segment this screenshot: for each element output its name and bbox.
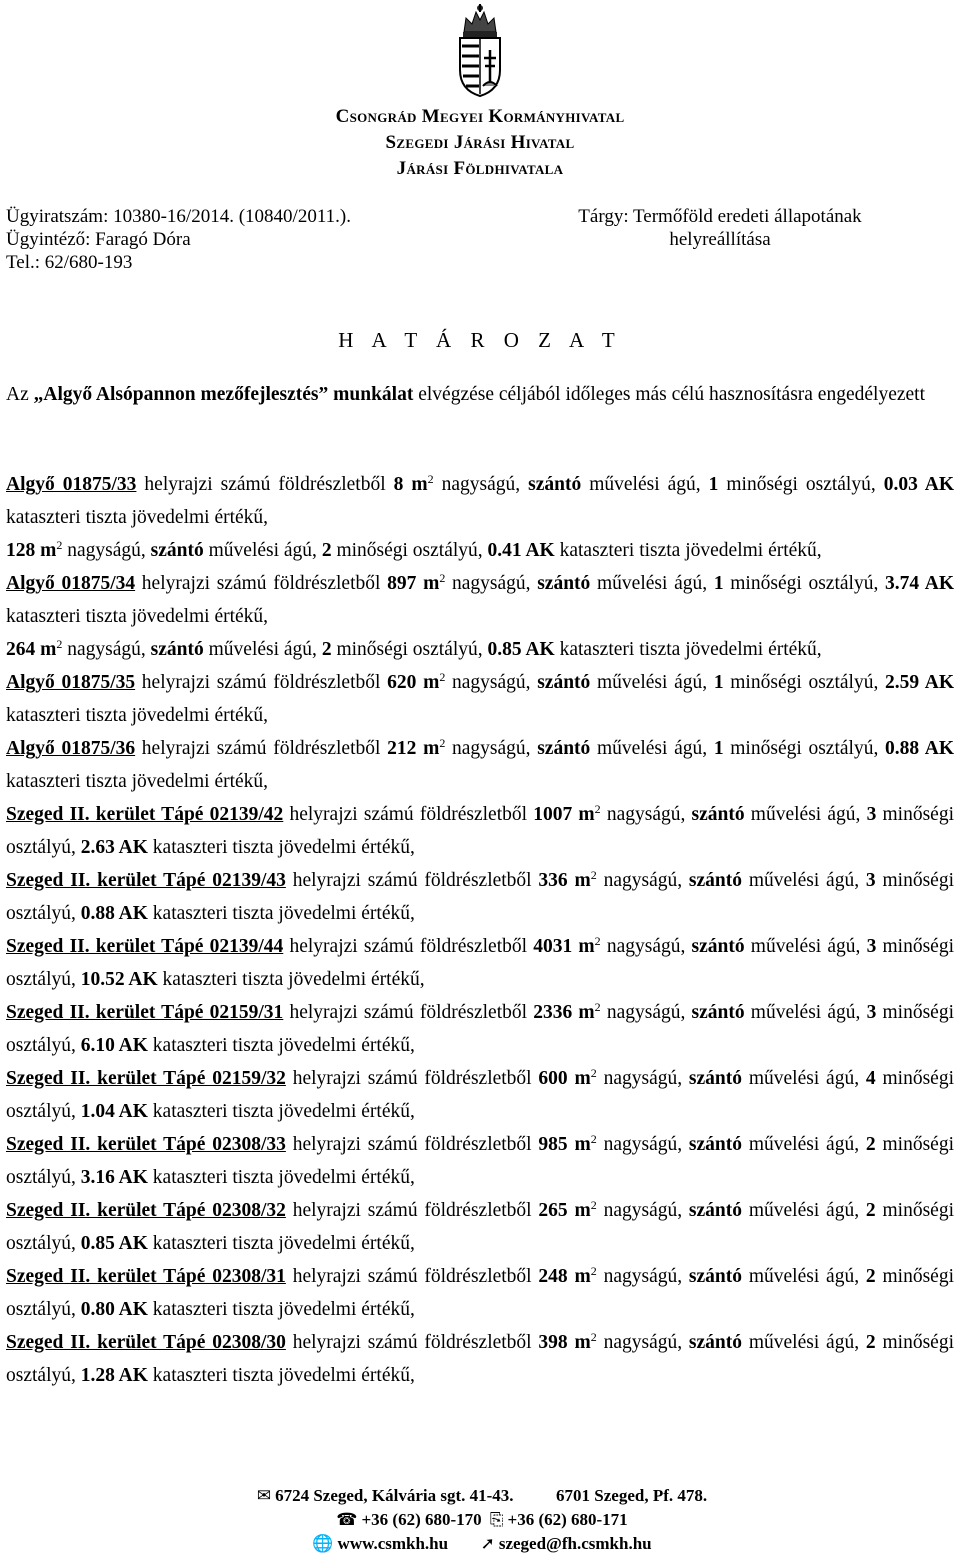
parcel-text: kataszteri tiszta jövedelmi értékű, — [147, 1101, 415, 1122]
org-land-office: Járási Földhivatala — [396, 158, 564, 179]
parcel-text: nagyságú, — [600, 804, 692, 825]
parcel-text: nagyságú, — [596, 870, 689, 891]
subject-line-1: Tárgy: Termőföld eredeti állapotának — [578, 206, 862, 227]
parcel-text: művelési ágú, — [742, 1200, 866, 1221]
parcel-text: kataszteri tiszta jövedelmi értékű, — [147, 1233, 415, 1254]
globe-icon: 🌐 — [312, 1534, 334, 1553]
parcel-text: nagyságú, — [62, 639, 151, 660]
parcel-text: kataszteri tiszta jövedelmi értékű, — [147, 837, 415, 858]
ak-unit: AK — [114, 1233, 148, 1254]
parcel-area: 128 — [6, 540, 36, 561]
parcel-text: nagyságú, — [596, 1266, 689, 1287]
case-number: Ügyiratszám: 10380-16/2014. (10840/2011.). — [6, 206, 351, 227]
crop-type: szántó — [688, 1332, 743, 1353]
parcel-id: Algyő 01875/35 — [6, 672, 136, 693]
org-district-office: Szegedi Járási Hivatal — [385, 132, 575, 153]
ak-number: 3.74 — [885, 573, 920, 594]
unit-sq: 2 — [56, 538, 63, 552]
parcel-text: minőségi osztályú, — [6, 1266, 954, 1320]
parcel-text: minőségi osztályú, — [718, 474, 884, 495]
parcel-id: Szeged II. kerület Tápé 02159/32 — [6, 1068, 286, 1089]
quality-grade: 3 — [866, 936, 877, 957]
ak-number: 0.88 — [80, 903, 115, 924]
parcel-text: kataszteri tiszta jövedelmi értékű, — [554, 540, 822, 561]
crop-type: szántó — [537, 672, 591, 693]
quality-grade: 1 — [713, 672, 724, 693]
ak-value — [81, 903, 148, 924]
parcel-text: minőségi osztályú, — [331, 540, 488, 561]
parcel-text: művelési ágú, — [744, 1002, 867, 1023]
footer-address: 6724 Szeged, Kálvária sgt. 41-43. — [275, 1486, 514, 1505]
parcel-area: 336 — [538, 870, 568, 891]
parcel-entry — [6, 1194, 954, 1260]
project-name: „Algyő Alsópannon mezőfejlesztés” munkálat — [33, 384, 414, 405]
parcel-entry — [6, 1326, 954, 1392]
crop-type: szántó — [688, 1200, 743, 1221]
parcel-entry — [6, 468, 954, 534]
parcel-text: nagyságú, — [62, 540, 151, 561]
footer-email[interactable]: szeged@fh.csmkh.hu — [498, 1534, 652, 1553]
footer-pobox: 6701 Szeged, Pf. 478. — [556, 1486, 708, 1505]
parcel-text: nagyságú, — [596, 1068, 689, 1089]
parcel-text: helyrajzi számú földrészletből — [285, 1068, 539, 1089]
ak-number: 10.52 — [80, 969, 125, 990]
ak-unit: AK — [919, 573, 955, 594]
parcel-area: 398 — [538, 1332, 568, 1353]
ak-unit: AK — [114, 837, 148, 858]
unit-sq: 2 — [594, 1000, 601, 1014]
ak-number: 0.03 — [883, 474, 918, 495]
parcel-area: 8 — [393, 474, 404, 495]
unit-m: m — [574, 1200, 591, 1221]
parcel-text: kataszteri tiszta jövedelmi értékű, — [147, 1299, 415, 1320]
parcel-text: helyrajzi számú földrészletből — [136, 474, 394, 495]
parcel-text: kataszteri tiszta jövedelmi értékű, — [6, 705, 269, 726]
parcel-area: 248 — [538, 1266, 568, 1287]
parcel-id: Algyő 01875/34 — [6, 573, 136, 594]
quality-grade: 2 — [865, 1332, 876, 1353]
unit-m: m — [574, 1068, 591, 1089]
parcel-text: nagyságú, — [600, 1002, 692, 1023]
crop-type: szántó — [537, 738, 591, 759]
quality-grade: 4 — [865, 1068, 876, 1089]
parcel-entry — [6, 666, 954, 732]
ak-value — [885, 738, 954, 759]
unit-sq: 2 — [439, 571, 446, 585]
parcel-text: művelési ágú, — [742, 870, 866, 891]
unit-sq: 2 — [439, 736, 446, 750]
parcel-text: helyrajzi számú földrészletből — [135, 738, 388, 759]
parcel-text: minőségi osztályú, — [723, 672, 886, 693]
parcel-text: kataszteri tiszta jövedelmi értékű, — [147, 1365, 415, 1386]
ak-unit: AK — [114, 903, 148, 924]
parcel-text: kataszteri tiszta jövedelmi értékű, — [6, 507, 269, 528]
parcel-list — [6, 468, 954, 1392]
parcel-text: helyrajzi számú földrészletből — [283, 804, 534, 825]
parcel-text: minőségi osztályú, — [6, 936, 954, 990]
parcel-text: művelési ágú, — [581, 474, 709, 495]
parcel-entry — [6, 1062, 954, 1128]
parcel-text: helyrajzi számú földrészletből — [283, 1002, 534, 1023]
unit-sq: 2 — [439, 670, 446, 684]
unit-m: m — [574, 1332, 591, 1353]
footer-web[interactable]: www.csmkh.hu — [337, 1534, 449, 1553]
parcel-text: kataszteri tiszta jövedelmi értékű, — [147, 903, 415, 924]
parcel-text: nagyságú, — [596, 1134, 689, 1155]
intro-suffix: elvégzése céljából időleges más célú hasznosításra engedélyezett — [413, 384, 925, 405]
quality-grade: 3 — [866, 1002, 877, 1023]
parcel-text: nagyságú, — [600, 936, 692, 957]
parcel-text: kataszteri tiszta jövedelmi értékű, — [157, 969, 425, 990]
ak-number: 2.59 — [885, 672, 920, 693]
unit-m: m — [423, 672, 440, 693]
unit-sq: 2 — [590, 1330, 597, 1344]
footer-contact — [0, 1484, 960, 1556]
parcel-text: minőségi osztályú, — [331, 639, 488, 660]
ak-unit: AK — [919, 672, 955, 693]
footer-row-address — [0, 1484, 960, 1508]
parcel-text: helyrajzi számú földrészletből — [285, 870, 539, 891]
ak-number: 1.28 — [80, 1365, 115, 1386]
ak-number: 3.16 — [80, 1167, 115, 1188]
ak-number: 0.85 — [487, 639, 522, 660]
parcel-text: kataszteri tiszta jövedelmi értékű, — [6, 606, 269, 627]
parcel-text: művelési ágú, — [742, 1134, 866, 1155]
parcel-entry — [6, 996, 954, 1062]
ak-number: 0.85 — [80, 1233, 115, 1254]
parcel-text: minőségi osztályú, — [6, 1200, 954, 1254]
parcel-text: művelési ágú, — [590, 672, 714, 693]
parcel-area: 2336 — [533, 1002, 573, 1023]
parcel-id: Szeged II. kerület Tápé 02308/30 — [6, 1332, 286, 1353]
parcel-text: helyrajzi számú földrészletből — [283, 936, 534, 957]
ak-number: 0.80 — [80, 1299, 115, 1320]
ak-value — [488, 540, 555, 561]
crop-type: szántó — [528, 474, 582, 495]
parcel-id: Szeged II. kerület Tápé 02139/42 — [6, 804, 284, 825]
parcel-text: nagyságú, — [445, 573, 538, 594]
ak-value — [81, 1233, 148, 1254]
parcel-area: 264 — [6, 639, 36, 660]
parcel-text: minőségi osztályú, — [723, 738, 886, 759]
crop-type: szántó — [150, 639, 204, 660]
parcel-text: művelési ágú, — [742, 1266, 866, 1287]
quality-grade: 3 — [866, 804, 877, 825]
parcel-text: minőségi osztályú, — [6, 1332, 954, 1386]
parcel-id: Szeged II. kerület Tápé 02308/32 — [6, 1200, 286, 1221]
ak-value — [488, 639, 555, 660]
parcel-entry — [6, 1128, 954, 1194]
case-meta — [6, 205, 351, 274]
parcel-area: 4031 — [533, 936, 573, 957]
crop-type: szántó — [691, 1002, 745, 1023]
parcel-text: minőségi osztályú, — [6, 870, 954, 924]
parcel-id: Szeged II. kerület Tápé 02308/31 — [6, 1266, 286, 1287]
envelope-icon: ✉ — [256, 1486, 272, 1505]
parcel-text: minőségi osztályú, — [723, 573, 886, 594]
crop-type: szántó — [150, 540, 204, 561]
ak-unit: AK — [114, 1167, 148, 1188]
quality-grade: 1 — [713, 738, 724, 759]
unit-sq: 2 — [56, 637, 63, 651]
ak-number: 6.10 — [80, 1035, 115, 1056]
parcel-id: Szeged II. kerület Tápé 02308/33 — [6, 1134, 286, 1155]
parcel-text: kataszteri tiszta jövedelmi értékű, — [147, 1035, 415, 1056]
email-icon: ➚ — [480, 1534, 495, 1553]
ak-unit: AK — [114, 1299, 148, 1320]
parcel-entry — [6, 534, 954, 567]
parcel-entry — [6, 864, 954, 930]
parcel-text: kataszteri tiszta jövedelmi értékű, — [147, 1167, 415, 1188]
parcel-text: helyrajzi számú földrészletből — [135, 573, 388, 594]
parcel-text: művelési ágú, — [742, 1332, 866, 1353]
unit-sq: 2 — [590, 1198, 597, 1212]
case-phone: Tel.: 62/680-193 — [6, 252, 133, 273]
parcel-entry — [6, 732, 954, 798]
ak-value — [81, 969, 158, 990]
parcel-text: nagyságú, — [596, 1332, 689, 1353]
parcel-area: 985 — [538, 1134, 568, 1155]
parcel-text: helyrajzi számú földrészletből — [285, 1266, 539, 1287]
parcel-text: nagyságú, — [433, 474, 529, 495]
fax-icon: ⎘ — [489, 1510, 504, 1529]
parcel-text: művelési ágú, — [203, 639, 322, 660]
parcel-text: művelési ágú, — [590, 738, 714, 759]
footer-row-phone — [0, 1508, 960, 1532]
unit-m: m — [411, 474, 428, 495]
parcel-text: helyrajzi számú földrészletből — [285, 1200, 539, 1221]
crop-type: szántó — [688, 1266, 743, 1287]
issuing-authority — [0, 104, 960, 182]
ak-unit: AK — [114, 1101, 148, 1122]
ak-value — [81, 1035, 148, 1056]
intro-paragraph — [6, 382, 954, 408]
parcel-entry — [6, 1260, 954, 1326]
parcel-area: 600 — [538, 1068, 568, 1089]
subject-line-2: helyreállítása — [669, 229, 771, 250]
ak-value — [885, 672, 954, 693]
parcel-text: művelési ágú, — [590, 573, 714, 594]
parcel-text: művelési ágú, — [744, 804, 867, 825]
unit-sq: 2 — [590, 1264, 597, 1278]
parcel-text: minőségi osztályú, — [6, 1068, 954, 1122]
unit-m: m — [574, 1134, 591, 1155]
parcel-area: 265 — [538, 1200, 568, 1221]
ak-value — [81, 1365, 148, 1386]
unit-sq: 2 — [590, 1066, 597, 1080]
ak-unit: AK — [114, 1365, 148, 1386]
unit-m: m — [40, 639, 57, 660]
ak-unit: AK — [114, 1035, 148, 1056]
footer-row-web — [0, 1532, 960, 1556]
unit-sq: 2 — [427, 472, 434, 486]
quality-grade: 1 — [708, 474, 719, 495]
unit-m: m — [40, 540, 57, 561]
parcel-text: művelési ágú, — [742, 1068, 866, 1089]
org-name: Csongrád Megyei Kormányhivatal — [335, 106, 625, 127]
unit-sq: 2 — [594, 802, 601, 816]
parcel-area: 1007 — [533, 804, 573, 825]
footer-phone: +36 (62) 680-170 — [361, 1510, 482, 1529]
ak-unit: AK — [124, 969, 158, 990]
parcel-text: művelési ágú, — [744, 936, 867, 957]
parcel-entry — [6, 798, 954, 864]
unit-m: m — [423, 573, 440, 594]
unit-sq: 2 — [594, 934, 601, 948]
crop-type: szántó — [691, 936, 745, 957]
quality-grade: 3 — [865, 870, 876, 891]
unit-m: m — [574, 1266, 591, 1287]
parcel-text: helyrajzi számú földrészletből — [135, 672, 388, 693]
parcel-text: minőségi osztályú, — [6, 804, 954, 858]
case-subject — [540, 205, 900, 251]
ak-value — [884, 474, 954, 495]
crop-type: szántó — [688, 1134, 743, 1155]
intro-prefix: Az — [6, 384, 34, 405]
unit-m: m — [574, 870, 591, 891]
quality-grade: 2 — [865, 1266, 876, 1287]
parcel-area: 620 — [387, 672, 417, 693]
quality-grade: 2 — [865, 1200, 876, 1221]
parcel-text: helyrajzi számú földrészletből — [285, 1134, 539, 1155]
quality-grade: 2 — [321, 540, 332, 561]
parcel-text: helyrajzi számú földrészletből — [285, 1332, 539, 1353]
parcel-entry — [6, 930, 954, 996]
parcel-id: Szeged II. kerület Tápé 02159/31 — [6, 1002, 284, 1023]
ak-value — [81, 837, 148, 858]
parcel-area: 897 — [387, 573, 417, 594]
parcel-text: minőségi osztályú, — [6, 1002, 954, 1056]
parcel-id: Algyő 01875/33 — [6, 474, 137, 495]
hungarian-coat-of-arms-icon — [452, 2, 508, 98]
quality-grade: 1 — [713, 573, 724, 594]
parcel-text: kataszteri tiszta jövedelmi értékű, — [554, 639, 822, 660]
unit-m: m — [578, 1002, 595, 1023]
ak-number: 1.04 — [80, 1101, 115, 1122]
parcel-text: minőségi osztályú, — [6, 1134, 954, 1188]
ak-unit: AK — [521, 540, 555, 561]
unit-m: m — [578, 804, 595, 825]
parcel-entry — [6, 633, 954, 666]
case-handler: Ügyintéző: Faragó Dóra — [6, 229, 191, 250]
parcel-id: Szeged II. kerület Tápé 02139/43 — [6, 870, 286, 891]
unit-sq: 2 — [590, 868, 597, 882]
quality-grade: 2 — [865, 1134, 876, 1155]
unit-m: m — [423, 738, 440, 759]
crop-type: szántó — [688, 870, 743, 891]
phone-icon: ☎ — [336, 1510, 358, 1529]
crop-type: szántó — [691, 804, 745, 825]
parcel-text: kataszteri tiszta jövedelmi értékű, — [6, 771, 269, 792]
ak-unit: AK — [521, 639, 555, 660]
unit-sq: 2 — [590, 1132, 597, 1146]
parcel-text: nagyságú, — [445, 672, 538, 693]
parcel-id: Algyő 01875/36 — [6, 738, 136, 759]
parcel-text: nagyságú, — [445, 738, 538, 759]
crop-type: szántó — [688, 1068, 743, 1089]
ak-number: 2.63 — [80, 837, 115, 858]
parcel-id: Szeged II. kerület Tápé 02139/44 — [6, 936, 284, 957]
ak-number: 0.41 — [487, 540, 522, 561]
ak-unit: AK — [917, 474, 955, 495]
parcel-entry — [6, 567, 954, 633]
ak-unit: AK — [919, 738, 955, 759]
quality-grade: 2 — [321, 639, 332, 660]
ak-value — [81, 1101, 148, 1122]
ak-value — [885, 573, 954, 594]
ak-number: 0.88 — [885, 738, 920, 759]
unit-m: m — [578, 936, 595, 957]
ak-value — [81, 1299, 148, 1320]
crop-type: szántó — [537, 573, 591, 594]
parcel-text: művelési ágú, — [203, 540, 322, 561]
document-title: H A T Á R O Z A T — [338, 328, 622, 352]
parcel-area: 212 — [387, 738, 417, 759]
footer-fax: +36 (62) 680-171 — [507, 1510, 628, 1529]
ak-value — [81, 1167, 148, 1188]
parcel-text: nagyságú, — [596, 1200, 689, 1221]
